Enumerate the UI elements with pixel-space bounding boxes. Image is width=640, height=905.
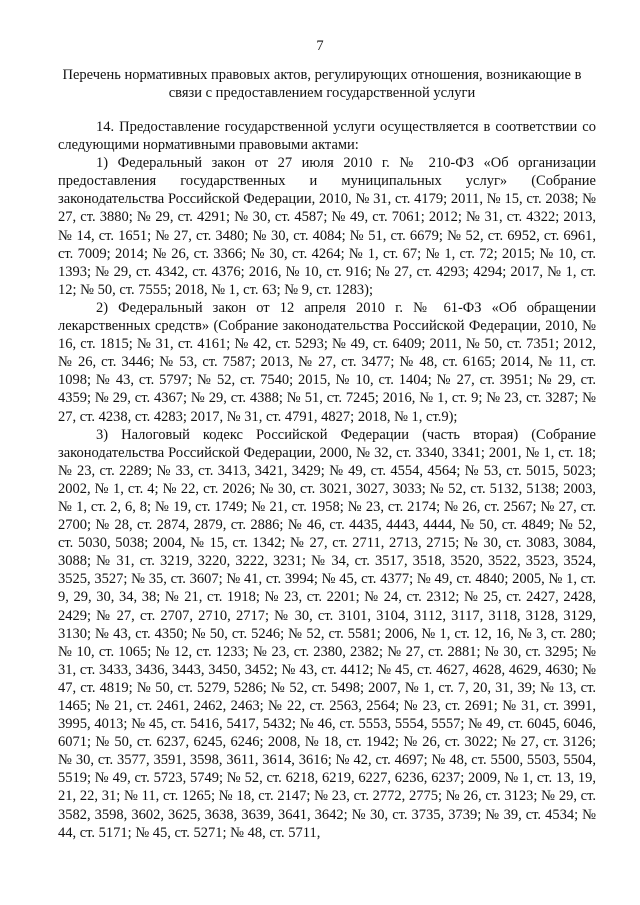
paragraph-item-3: 3) Налоговый кодекс Российской Федерации (часть вторая) (Собрание законодательства Российской Федерации, 2000, № 32, ст. 3340, 3341; 2001, № 1, ст. 18; № 23, ст. 2289; № 33, ст. 3413, 3421, 3429; № 49, ст. 4554, 4564; № 53, ст. 5015, 5023; 2002, № 1, ст. 4; № 22, ст. 2026; № 30, ст. 3021, 3027, 3033; № 52, ст. 5132, 5138; 2003, № 1, ст. 2, 6, 8; № 19, ст. 1749; № 21, ст. 1958; № 23, ст. 2174; № 26, ст. 2567; № 27, ст. 2700; № 28, ст. 2874, 2879, ст. 2886; № 46, ст. 4435, 4443, 4444, № 50, ст. 4849; № 52, ст. 5030, 5038; 2004, № 15, ст. 1342; № 27, ст. 2711, 2713, 2715; № 30, ст. 3083, 3084, 3088; № 31, ст. 3219, 3220, 3222, 3231; № 34, ст. 3517, 3518, 3520, 3522, 3523, 3524, 3525, 3527; № 35, ст. 3607; № 41, ст. 3994; № 45, ст. 4377; № 49, ст. 4840; 2005, № 1, ст. 9, 29, 30, 34, 38; № 21, ст. 1918; № 23, ст. 2201; № 24, ст. 2312; № 25, ст. 2427, 2428, 2429; № 27, ст. 2707, 2710, 2717; № 30, ст. 3101, 3104, 3112, 3117, 3118, 3128, 3129, 3130; № 43, ст. 4350; № 50, ст. 5246; № 52, ст. 5581; 2006, № 1, ст. 12, 16, № 3, ст. 280; № 10, ст. 1065; № 12, ст. 1233; № 23, ст. 2380, 2382; № 27, ст. 2881; № 30, ст. 3295; № 31, ст. 3433, 3436, 3443, 3450, 3452; № 43, ст. 4412; № 45, ст. 4627, 4628, 4629, 4630; № 47, ст. 4819; № 50, ст. 5279, 5286; № 52, ст. 5498; 2007, № 1, ст. 7, 20, 31, 39; № 13, ст. 1465; № 21, ст. 2461, 2462, 2463; № 22, ст. 2563, 2564; № 23, ст. 2691; № 31, ст. 3991, 3995, 4013; № 45, ст. 5416, 5417, 5432; № 46, ст. 5553, 5554, 5557; № 49, ст. 6045, 6046, 6071; № 50, ст. 6237, 6245, 6246; 2008, № 18, ст. 1942; № 26, ст. 3022; № 27, ст. 3126; № 30, ст. 3577, 3591, 3598, 3611, 3614, 3616; № 42, ст. 4697; № 48, ст. 5500, 5503, 5504, 5519; № 49, ст. 5723, 5749; № 52, ст. 6218, 6219, 6227, 6236, 6237; 2009, № 1, ст. 13, 19, 21, 22, 31; № 11, ст. 1265; № 18, ст. 2147; № 23, ст. 2772, 2775; № 26, ст. 3123; № 29, ст. 3582, 3598, 3602, 3625, 3638, 3639, 3641, 3642; № 30, ст. 3735, 3739; № 39, ст. 4534; № 44, ст. 5171; № 45, ст. 5271; № 48, ст. 5711, bbox=[58, 426, 596, 841]
paragraph-item-1: 1) Федеральный закон от 27 июля 2010 г. № 210-ФЗ «Об организации предоставления государственных и муниципальных услуг» (Собрание законодательства Российской Федерации, 2010, № 31, ст. 4179; 2011, № 15, ст. 2038; № 27, ст. 3880; № 29, ст. 4291; № 30, ст. 4587; № 49, ст. 7061; 2012; № 31, ст. 4322; 2013, № 14, ст. 1651; № 27, ст. 3480; № 30, ст. 4084; № 51, ст. 6679; № 52, ст. 6952, ст. 6961, ст. 7009; 2014; № 26, ст. 3366; № 30, ст. 4264; № 1, ст. 67; № 1, ст. 72; 2015; № 10, ст. 1393; № 29, ст. 4342, ст. 4376; 2016, № 10, ст. 916; № 27, ст. 4293; 4294; 2017, № 1, ст. 12; № 50, ст. 7555; 2018, № 1, ст. 63; № 9, ст. 1283); bbox=[58, 155, 596, 298]
document-body bbox=[58, 118, 596, 842]
paragraph-item-2: 2) Федеральный закон от 12 апреля 2010 г. № 61-ФЗ «Об обращении лекарственных средств» (Собрание законодательства Российской Федерации, 2010, № 16, ст. 1815; № 31, ст. 4161; № 42, ст. 5293; № 49, ст. 6409; 2011, № 50, ст. 7351; 2012, № 26, ст. 3446; № 53, ст. 7587; 2013, № 27, ст. 3477; № 48, ст. 6165; 2014, № 11, ст. 1098; № 43, ст. 5797; № 52, ст. 7540; 2015, № 10, ст. 1404; № 27, ст. 3951; № 29, ст. 4359; № 29, ст. 4367; № 29, ст. 4388; № 51, ст. 7245; 2016, № 1, ст. 9; № 23, ст. 3287; № 27, ст. 4238, ст. 4283; 2017, № 31, ст. 4791, 4827; 2018, № 1, ст.9); bbox=[58, 299, 596, 425]
paragraph-intro: 14. Предоставление государственной услуги осуществляется в соответствии со следующими нормативными правовыми актами: bbox=[58, 119, 596, 154]
section-heading: Перечень нормативных правовых актов, регулирующих отношения, возникающие в связи с предоставлением государственной услуги bbox=[62, 67, 582, 101]
page-number: 7 bbox=[316, 38, 324, 54]
